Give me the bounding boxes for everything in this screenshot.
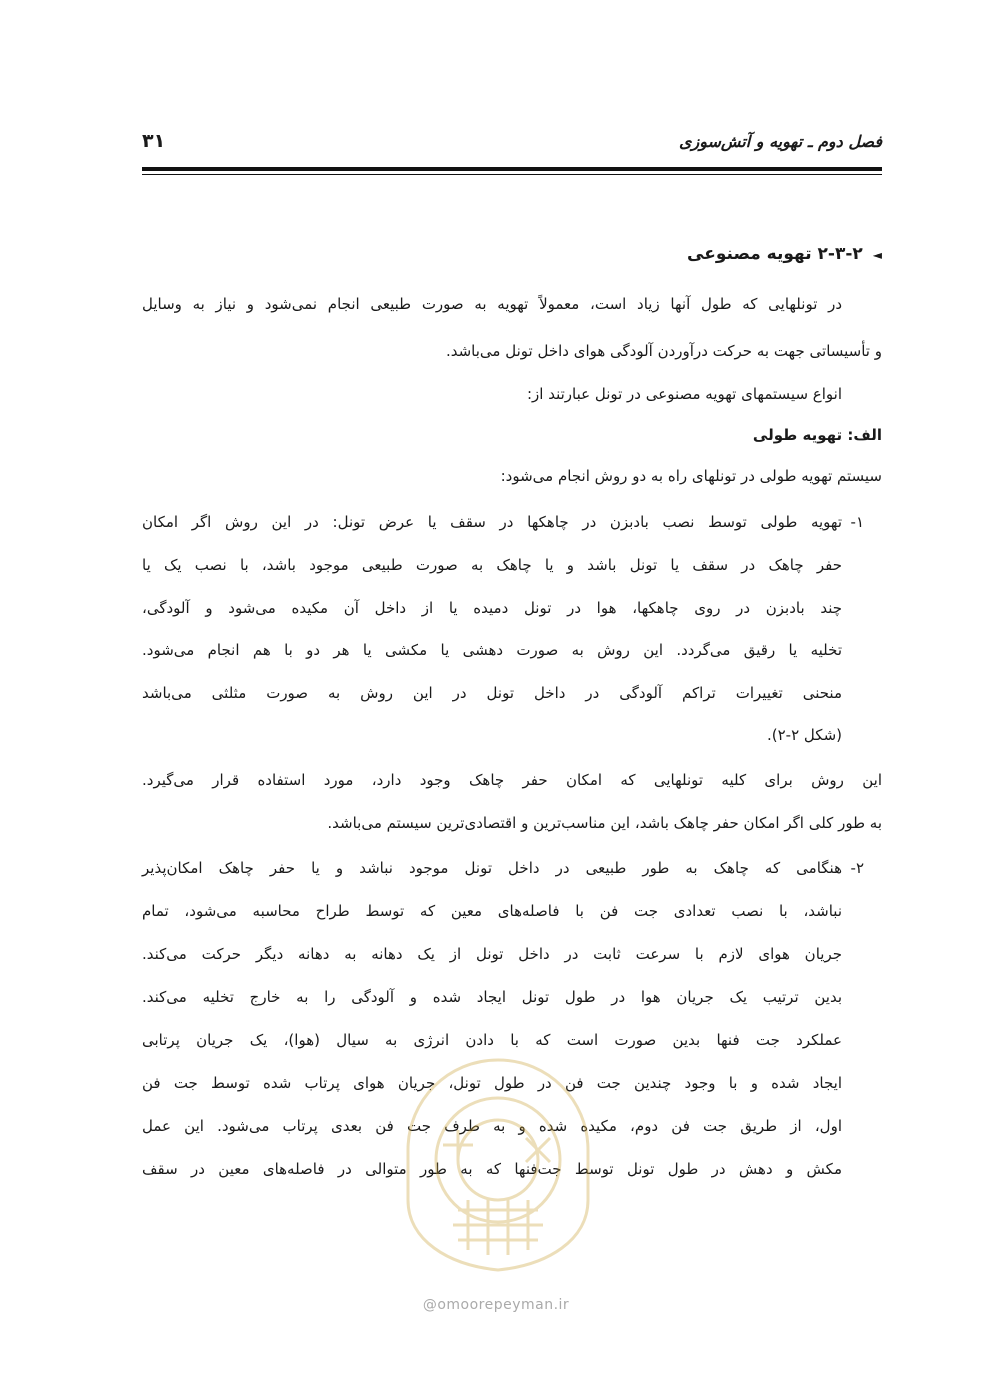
- section-heading: [687, 244, 882, 264]
- running-title: فصل دوم ـ تهویه و آتش‌سوزی: [678, 132, 882, 151]
- watermark-site: @omoorepeyman.ir: [422, 1297, 570, 1313]
- list-marker: ۱-: [850, 513, 864, 531]
- header-rule-thin: [142, 174, 882, 175]
- section-heading-text: ۲-۳-۲ تهویه مصنوعی: [687, 244, 863, 264]
- list-item-line: بدین ترتیب یک جریان هوا در طول تونل ایجاد شده و آلودگی را به خارج تخلیه می‌کند.: [142, 988, 842, 1006]
- list-item-line: ایجاد شده و با وجود چندین جت فن در طول تونل، جریان هوای پرتاب شده توسط جت فن: [142, 1074, 842, 1092]
- list-item-line: اول، از طریق جت فن دوم، مکیده شده و به طرف جت فن بعدی پرتاب می‌شود. این عمل: [142, 1117, 842, 1135]
- list-item-line: تخلیه یا رقیق می‌گردد. این روش به صورت دهشی یا مکشی یا هر دو با هم انجام می‌شود.: [142, 641, 842, 659]
- paragraph-line: به طور کلی اگر امکان حفر چاهک باشد، این مناسب‌ترین و اقتصادی‌ترین سیستم می‌باشد.: [327, 814, 882, 832]
- list-item-line: تهویه طولی توسط نصب بادبزن در چاهکها در سقف یا عرض تونل: در این روش اگر امکان: [142, 513, 842, 531]
- header-rule-thick: [142, 167, 882, 171]
- list-item-line: مکش و دهش در طول تونل توسط جت‌فنها که به طور متوالی در فاصله‌های معین در سقف: [142, 1160, 842, 1178]
- list-item-line: چند بادبزن در روی چاهکها، هوا در تونل دمیده یا از داخل آن مکیده می‌شود و آلودگی،: [142, 599, 842, 617]
- list-item-line: عملکرد جت فنها بدین صورت است که با دادن انرژی به سیال (هوا)، یک جریان پرتابی: [142, 1031, 842, 1049]
- paragraph-line: و تأسیساتی جهت به حرکت درآوردن آلودگی هوای داخل تونل می‌باشد.: [445, 342, 882, 360]
- paragraph-line: سیستم تهویه طولی در تونلهای راه به دو روش انجام می‌شود:: [500, 467, 882, 485]
- running-head: [142, 130, 882, 160]
- paragraph-line: انواع سیستمهای تهویه مصنوعی در تونل عبارتند از:: [526, 385, 842, 403]
- list-item-line: جریان هوای لازم با سرعت ثابت در داخل تونل از یک دهانه به دهانه دیگر حرکت می‌کند.: [142, 945, 842, 963]
- page-number: ۳۱: [142, 130, 166, 152]
- sub-heading: الف: تهویه طولی: [752, 426, 882, 444]
- list-item-line: حفر چاهک در سقف یا تونل باشد و یا چاهک به صورت طبیعی موجود باشد، با نصب یک یا: [142, 556, 842, 574]
- list-item-line: هنگامی که چاهک به طور طبیعی در داخل تونل موجود نباشد و یا حفر چاهک امکان‌پذیر: [142, 859, 842, 877]
- list-item-line: (شکل ۲-۲).: [766, 726, 842, 744]
- list-item-line: منحنی تغییرات تراکم آلودگی در داخل تونل در این روش به صورت مثلثی می‌باشد: [142, 684, 842, 702]
- list-marker: ۲-: [850, 859, 864, 877]
- triangle-bullet-icon: ◄: [872, 248, 882, 262]
- list-item-line: نباشد، با نصب تعدادی جت فن با فاصله‌های معین که توسط طراح محاسبه می‌شود، تمام: [142, 902, 842, 920]
- paragraph-line: این روش برای کلیه تونلهایی که امکان حفر چاهک وجود دارد، مورد استفاده قرار می‌گیرد.: [142, 771, 882, 789]
- watermark-seal-icon: [398, 1050, 598, 1280]
- paragraph-line: در تونلهایی که طول آنها زیاد است، معمولاً تهویه به صورت طبیعی انجام نمی‌شود و نیاز به وسایل: [142, 295, 842, 313]
